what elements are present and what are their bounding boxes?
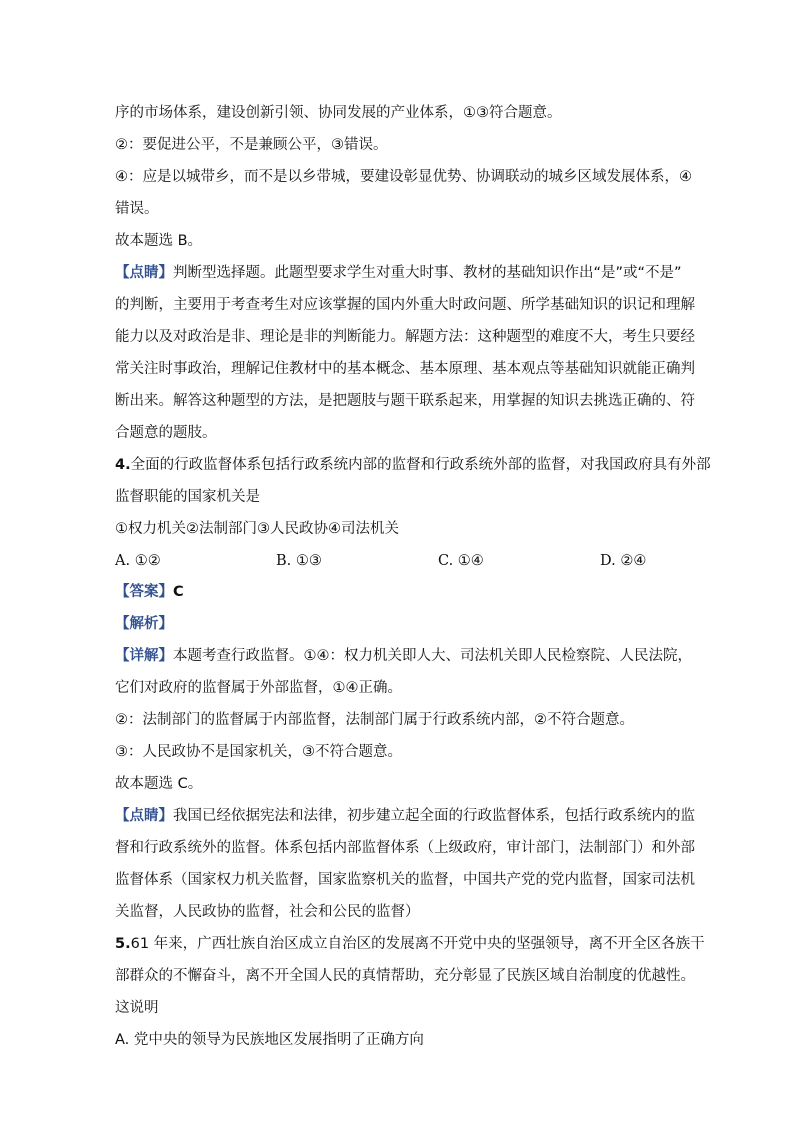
question-number: 5. — [115, 936, 131, 952]
question-4-items: ①权力机关②法制部门③人民政协④司法机关 — [115, 521, 399, 537]
text-line: 关监督，人民政协的监督，社会和公民的监督） — [115, 904, 420, 920]
tip-text: 我国已经依据宪法和法律，初步建立起全面的行政监督体系，包括行政系统内的监 — [173, 808, 695, 824]
answer-tag: 【答案】 — [115, 584, 173, 600]
question-5-stem — [115, 934, 705, 954]
option-a: A. 党中央的领导为民族地区发展指明了正确方向 — [115, 1032, 424, 1048]
question-text: 全面的行政监督体系包括行政系统内部的监督和行政系统外部的监督，对我国政府具有外部 — [130, 457, 711, 473]
option-c: C. ①④ — [438, 553, 484, 569]
option-b: B. ①③ — [276, 553, 322, 569]
text-line: ②：法制部门的监督属于内部监督，法制部门属于行政系统内部，②不符合题意。 — [115, 712, 634, 728]
analysis-tag: 【解析】 — [115, 616, 173, 632]
tip-paragraph-line — [115, 263, 682, 283]
tip-tag: 【点睛】 — [115, 265, 173, 281]
text-line: ④：应是以城带乡，而不是以乡带城，要建设彰显优势、协调联动的城乡区域发展体系，④ — [115, 169, 692, 185]
text-line: 部群众的不懈奋斗，离不开全国人民的真情帮助，充分彰显了民族区域自治制度的优越性。 — [115, 968, 695, 984]
answer-value: C — [173, 584, 184, 600]
text-line: 故本题选 C。 — [115, 776, 203, 792]
text-line: 序的市场体系，建设创新引领、协同发展的产业体系，①③符合题意。 — [115, 105, 562, 121]
option-a: A. ①② — [115, 553, 161, 569]
text-line: 合题意的题肢。 — [115, 425, 217, 441]
detail-tag: 【详解】 — [115, 648, 173, 664]
text-line: 故本题选 B。 — [115, 233, 203, 249]
answer-line — [115, 582, 184, 602]
text-line: 的判断，主要用于考查考生对应该掌握的国内外重大时政问题、所学基础知识的识记和理解 — [115, 297, 695, 313]
text-line: 常关注时事政治，理解记住教材中的基本概念、基本原理、基本观点等基础知识就能正确判 — [115, 361, 695, 377]
tip-tag: 【点睛】 — [115, 808, 173, 824]
text-line: 这说明 — [115, 1000, 159, 1016]
text-line: 督和行政系统外的监督。体系包括内部监督体系（上级政府，审计部门，法制部门）和外部 — [115, 840, 695, 856]
question-4-stem — [115, 455, 711, 475]
text-line: 它们对政府的监督属于外部监督，①④正确。 — [115, 680, 402, 696]
text-line: 错误。 — [115, 201, 159, 217]
question-number: 4. — [115, 457, 131, 473]
tip-paragraph-line — [115, 806, 695, 826]
text-line: ②：要促进公平，不是兼顾公平，③错误。 — [115, 137, 388, 153]
detail-text: 本题考查行政监督。①④：权力机关即人大、司法机关即人民检察院、人民法院， — [173, 648, 692, 664]
tip-text: 判断型选择题。此题型要求学生对重大时事、教材的基础知识作出“是”或“不是” — [173, 265, 682, 281]
text-line: 断出来。解答这种题型的方法，是把题肢与题干联系起来，用掌握的知识去挑选正确的、符 — [115, 393, 695, 409]
detail-paragraph-line — [115, 646, 692, 666]
text-line: 能力以及对政治是非、理论是非的判断能力。解题方法：这种题型的难度不大，考生只要经 — [115, 329, 695, 345]
analysis-line — [115, 614, 173, 634]
text-line: ③：人民政协不是国家机关，③不符合题意。 — [115, 744, 402, 760]
option-d: D. ②④ — [600, 553, 647, 569]
question-text: 61 年来，广西壮族自治区成立自治区的发展离不开党中央的坚强领导，离不开全区各族干 — [130, 936, 705, 952]
text-line: 监督职能的国家机关是 — [115, 489, 260, 505]
text-line: 监督体系（国家权力机关监督，国家监察机关的监督，中国共产党的党内监督，国家司法机 — [115, 872, 695, 888]
